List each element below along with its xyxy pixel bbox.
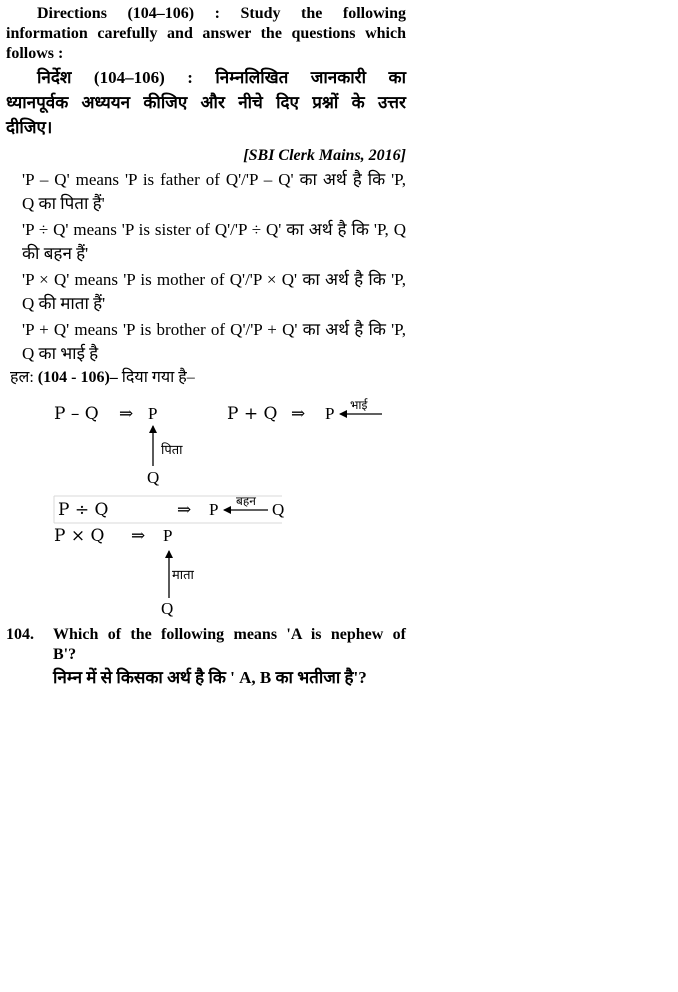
solution-range: (104 - 106)– bbox=[37, 369, 118, 386]
directions-en-line3: follows : bbox=[6, 45, 64, 62]
d1-relation-label: पिता bbox=[161, 442, 183, 457]
rule-father-line1: 'P – Q' means 'P is father of Q'/'P – Q' का अर्थ है कि 'P, bbox=[22, 170, 406, 189]
rule-brother-line1: 'P + Q' means 'P is brother of Q'/'P + Q' का अर्थ है कि 'P, bbox=[22, 320, 406, 339]
rule-father-line2: Q का पिता हैं' bbox=[22, 194, 105, 213]
d2-left-p: P bbox=[325, 404, 335, 423]
source-citation: [SBI Clerk Mains, 2016] bbox=[243, 147, 406, 164]
rule-sister-line1: 'P ÷ Q' means 'P is sister of Q'/'P ÷ Q' का अर्थ है कि 'P, Q bbox=[22, 220, 406, 239]
directions-en-line1: Directions (104–106) : Study the following bbox=[37, 5, 406, 22]
d4-expression: P × Q bbox=[54, 526, 105, 546]
d2-relation-label: भाई bbox=[350, 398, 368, 412]
d2-implies: ⇒ bbox=[291, 404, 306, 424]
rule-brother-line2: Q का भाई है bbox=[22, 344, 99, 363]
d3-expression: P ÷ Q bbox=[58, 500, 109, 520]
d1-top-p: P bbox=[148, 404, 158, 423]
rule-mother-line1: 'P × Q' means 'P is mother of Q'/'P × Q' का अर्थ है कि 'P, bbox=[22, 270, 406, 289]
question-number: 104. bbox=[6, 626, 34, 643]
d1-implies: ⇒ bbox=[119, 404, 134, 424]
directions-hi-line2: ध्यानपूर्वक अध्ययन कीजिए और नीचे दिए प्रश्नों के उत्तर bbox=[6, 93, 406, 112]
d4-top-p: P bbox=[163, 526, 173, 545]
solution-given: दिया गया है– bbox=[121, 369, 195, 386]
d4-relation-label: माता bbox=[172, 567, 194, 582]
d3-implies: ⇒ bbox=[177, 500, 192, 520]
question-en-line2: B'? bbox=[53, 646, 77, 663]
question-hi: निम्न में से किसका अर्थ है कि ' A, B का भतीजा है'? bbox=[53, 668, 367, 687]
directions-en-line2: information carefully and answer the questions which bbox=[6, 25, 406, 42]
d4-bottom-q: Q bbox=[161, 599, 174, 618]
question-en-line1: Which of the following means 'A is nephew of bbox=[53, 626, 406, 643]
rule-mother-line2: Q की माता हैं' bbox=[22, 294, 106, 313]
d3-left-p: P bbox=[209, 500, 219, 519]
d2-expression: P + Q bbox=[227, 404, 278, 424]
d1-expression: P – Q bbox=[54, 404, 99, 424]
rule-sister-line2: की बहन हैं' bbox=[22, 244, 89, 263]
directions-hi-line1: निर्देश (104–106) : निम्नलिखित जानकारी का bbox=[37, 68, 406, 87]
directions-hi-line3: दीजिए। bbox=[6, 118, 53, 137]
d3-relation-label: बहन bbox=[236, 494, 256, 508]
d1-bottom-q: Q bbox=[147, 468, 160, 487]
d4-implies: ⇒ bbox=[131, 526, 146, 546]
d3-right-q: Q bbox=[272, 500, 285, 519]
solution-label: हल: bbox=[10, 369, 34, 386]
